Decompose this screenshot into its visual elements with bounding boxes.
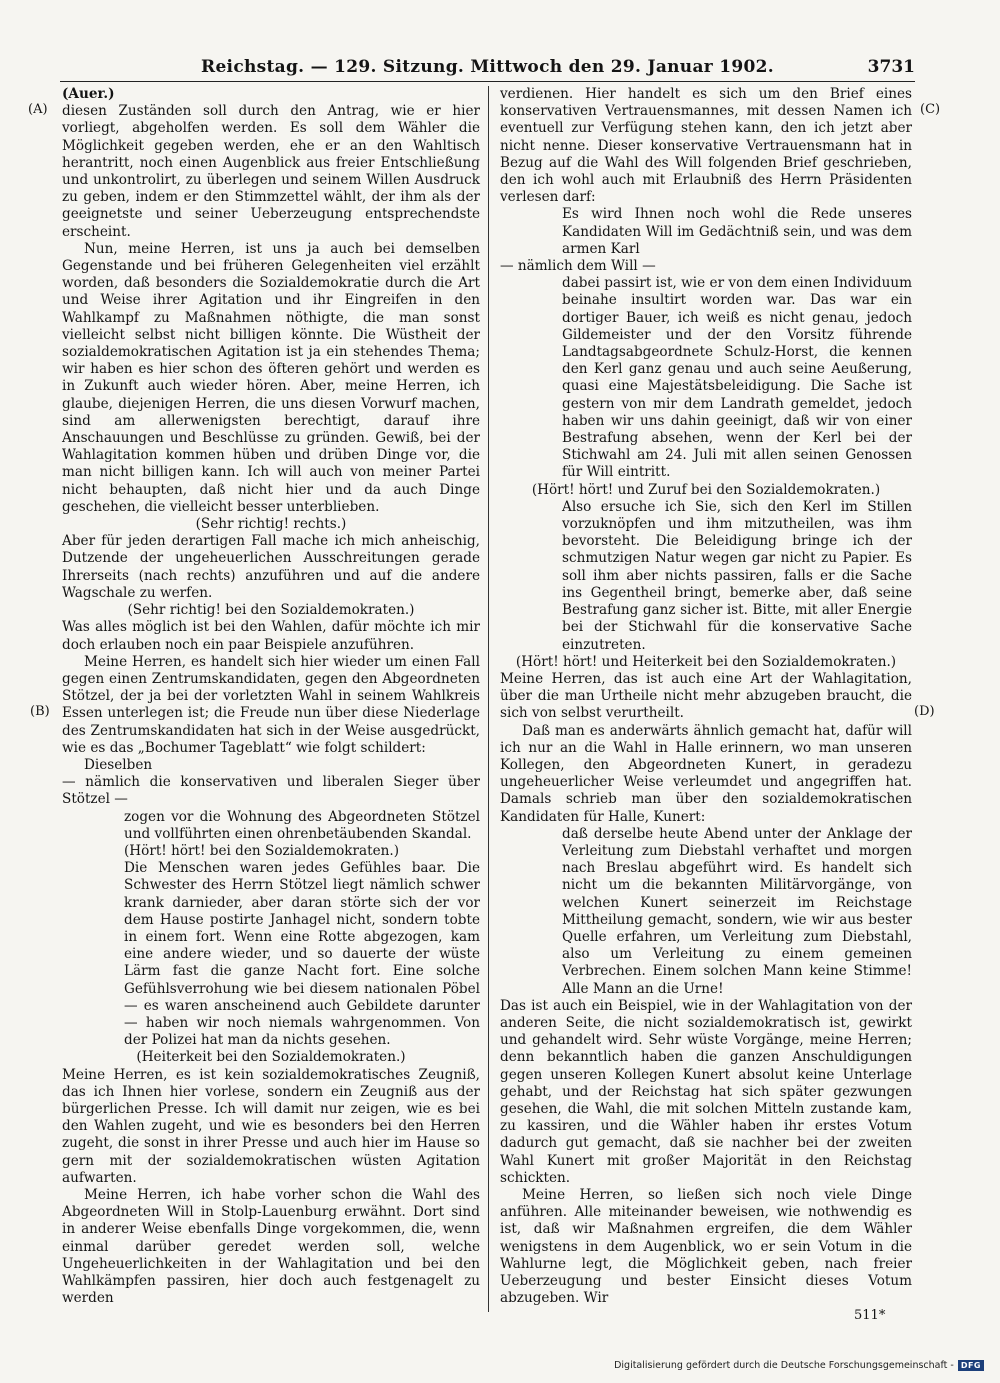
interjection: (Sehr richtig! bei den Sozialdemokraten.) [127,602,415,619]
paragraph: diesen Zuständen soll durch den Antrag, wie er hier vorliegt, abgeholfen werden. Es soll dem Wähler die Möglichkeit gegeben werden, ehe er an den Wahltisch herantritt, noch einen Augenblick aus freier Entschließung und unkontrolirt, zu überlegen und seinem Willen Ausdruck zu geben, indem er den Stimmzettel wählt, der ihm als der geeignetste und seiner Ueberzeugung entsprechendste erscheint. [62,103,480,240]
paragraph: Daß man es anderwärts ähnlich gemacht hat, dafür will ich nur an die Wahl in Halle erinnern, wo man unseren Kollegen, den Abgeordneten Kunert, in geradezu ungeheuerlicher Weise verleumdet und angegriffen hat. Damals schrieb man über den sozialdemokratischen Kandidaten für Halle, Kunert: [500,722,912,825]
quoted-text: (Hört! hört! bei den Sozialdemokraten.) [124,842,400,859]
right-column [500,86,912,1307]
quoted-text: dabei passirt ist, wie er von dem einen Individuum beinahe insultirt worden war. Das war ein dortiger Bauer, ich weiß es nicht genau, jedoch Gildemeister und der den Vorsitz führende Landtagsabgeordnete Schulz-Horst, die kennen den Kerl ganz genau und auch seine Aeußerung, quasi eine Majestätsbeleidigung. Die Sache ist gestern von mir dem Landrath gemeldet, jedoch haben wir uns dahin geeinigt, daß wir von einer Bestrafung absehen, wenn der Kerl bei der Stichwahl am 24. Juli mit allen seinen Genossen für Will eintritt. [562,275,912,481]
paragraph: verdienen. Hier handelt es sich um den Brief eines konservativen Vertrauensmannes, mit dessen Namen ich eventuell zur Verfügung stehen kann, den ich jetzt aber nicht nenne. Dieser konservative Vertrauensmann hat in Bezug auf die Wahl des Will folgenden Brief geschrieben, den ich wohl auch mit Erlaubniß des Herrn Präsidenten verlesen darf: [500,86,912,206]
aside-text: — nämlich dem Will — [500,258,656,275]
column-divider [488,86,489,1312]
paragraph: Meine Herren, es ist kein sozialdemokratisches Zeugniß, das ich Ihnen hier vorlese, sondern ein Zeugniß aus der bürgerlichen Presse. Ich will damit nur zeigen, wie es bei den Wahlen zugeht, und wie es besonders bei den Herren zugeht, die sonst in ihrer Presse und auch hier im Hause so gern mit der sozialdemokratischen wüsten Agitation aufwarten. [62,1066,480,1186]
margin-marker-b: (B) [30,704,50,719]
quoted-text: Es wird Ihnen noch wohl die Rede unseres Kandidaten Will im Gedächtniß sein, und was dem armen Karl [562,206,912,257]
paragraph: Meine Herren, es handelt sich hier wieder um einen Fall gegen einen Zentrumskandidaten, gegen den Abgeordneten Stötzel, der ja bei der vorletzten Wahl in seinem Wahlkreis Essen unterlegen ist; die Freude nun über diese Niederlage des Zentrumskandidaten hat sich in der Weise ausgedrückt, wie es das „Bochumer Tageblatt“ wie folgt schildert: [62,653,480,756]
quoted-text: Also ersuche ich Sie, sich den Kerl im Stillen vorzuknöpfen und ihm mitzutheilen, was ihm bevorsteht. Die Beleidigung bringe ich der schmutzigen Natur wegen gar nicht zu Papier. Es soll ihm aber nichts passiren, falls er die Sache ins Gegentheil bringt, bemerke aber, daß seine Bestrafung ganz sicher ist. Bitte, mit aller Energie bei der Stichwahl für die konservative Sache einzutreten. [562,498,912,653]
speaker-name: (Auer.) [62,86,115,102]
footer [614,1360,984,1371]
page-number: 3731 [867,57,915,77]
paragraph: Nun, meine Herren, ist uns ja auch bei demselben Gegenstande und bei früheren Gelegenheiten viel erzählt worden, daß besonders die Sozialdemokratie durch die Art und Weise ihrer Agitation und ihr Eingreifen in den Wahlkampf zu Maßnahmen nöthigte, die man sonst vielleicht selbst nicht billigen könnte. Die Wüstheit der sozialdemokratischen Agitation ist ja ein stehendes Thema; wir haben es hier schon des öfteren gehört und werden es in Zukunft auch wieder hören. Aber, meine Herren, ich glaube, diejenigen Herren, die uns diesen Vorwurf machen, sind am allerwenigsten berechtigt, darauf ihre Anschauungen und Beschlüsse zu gründen. Gewiß, bei der Wahlagitation kommen hüben und drüben Dinge vor, die man nicht billigen kann. Ich will auch von meiner Partei nicht behaupten, daß nicht hier und da auch Dinge geschehen, die vielleicht besser unterblieben. [62,240,480,515]
paragraph: Was alles möglich ist bei den Wahlen, dafür möchte ich mir doch erlauben noch ein paar Beispiele anzuführen. [62,619,480,653]
interjection: (Heiterkeit bei den Sozialdemokraten.) [136,1049,406,1066]
paragraph: Aber für jeden derartigen Fall mache ich mich anheischig, Dutzende der ungeheuerlichen Ausschreitungen gerade Ihrerseits (nach rechts) anzuführen und auf die andere Wagschale zu werfen. [62,533,480,601]
paragraph: Meine Herren, so ließen sich noch viele Dinge anführen. Alle miteinander beweisen, wie nothwendig es ist, daß wir Maßnahmen ergreifen, die dem Wähler wenigstens in dem Augenblick, wo er sein Votum in die Wahlurne legt, die Möglichkeit geben, nach freier Ueberzeugung und bester Einsicht dieses Votum abzugeben. Wir [500,1187,912,1307]
margin-marker-d: (D) [914,704,935,719]
signature-mark: 511* [854,1308,886,1323]
running-title: Reichstag. — 129. Sitzung. Mittwoch den 29. Januar 1902. [201,57,774,77]
quoted-text: daß derselbe heute Abend unter der Anklage der Verleitung zum Diebstahl verhaftet und morgen nach Breslau abgeführt wird. Es handelt sich nicht um die bekannten Militärvorgänge, von welchen Kunert seinerzeit im Reichstage Mittheilung gemacht, sondern, wie wir aus bester Quelle erfahren, um Verleitung zum Diebstahl, also um Verleitung zu einem gemeinen Verbrechen. Einem solchen Mann keine Stimme! Alle Mann an die Urne! [562,825,912,997]
interjection: (Sehr richtig! rechts.) [195,516,347,533]
paragraph: Dieselben [84,756,153,773]
quoted-text: Die Menschen waren jedes Gefühles baar. Die Schwester des Herrn Stötzel liegt nämlich schwer krank darnieder, aber daran störte sich der vor dem Hause postirte Janhagel nicht, sondern tobte in einem fort. Wenn eine Rotte abgezogen, kam eine andere wieder, und so dauerte der wüste Lärm fast die ganze Nacht fort. Eine solche Gefühlsverrohung wie bei diesem nationalen Pöbel — es waren anscheinend auch Gebildete darunter — haben wir noch niemals wahrgenommen. Von der Polizei hat man da nichts gesehen. [124,860,480,1049]
dfg-logo: DFG [958,1360,984,1371]
aside-text: — nämlich die konservativen und liberalen Sieger über Stötzel — [62,774,480,808]
interjection: (Hört! hört! und Heiterkeit bei den Sozialdemokraten.) [515,653,897,670]
interjection: (Hört! hört! und Zuruf bei den Sozialdemokraten.) [531,481,881,498]
paragraph: Das ist auch ein Beispiel, wie in der Wahlagitation von der anderen Seite, die nicht sozialdemokratisch ist, gewirkt und gehandelt wird. Sehr wüste Vorgänge, meine Herren; denn bekanntlich haben die ganzen Anschuldigungen gegen unseren Kollegen Kunert absolut keine Unterlage gehabt, und der Reichstag hat sich später gezwungen gesehen, die Wahl, die mit solchen Mitteln zustande kam, zu kassiren, und die Wähler haben ihr erstes Votum dadurch gut gemacht, daß sie nachher bei der zweiten Wahl Kunert mit großer Majorität in den Reichstag schickten. [500,997,912,1186]
margin-marker-c: (C) [920,102,941,117]
quoted-text: zogen vor die Wohnung des Abgeordneten Stötzel und vollführten einen ohrenbetäubenden Skandal. [124,808,480,842]
paragraph: Meine Herren, das ist auch eine Art der Wahlagitation, über die man Urtheile nicht mehr abzugeben braucht, die sich von selbst verurtheilt. [500,670,912,722]
footer-text: Digitalisierung gefördert durch die Deutsche Forschungsgemeinschaft - [614,1360,954,1371]
left-column [62,86,480,1307]
paragraph: Meine Herren, ich habe vorher schon die Wahl des Abgeordneten Will in Stolp-Lauenburg erwähnt. Dort sind in anderer Weise ebenfalls Dinge vorgekommen, die, wenn einmal darüber geredet werden soll, welche Ungeheuerlichkeiten in der Wahlagitation und bei den Wahlkämpfen passiren, hier doch auch festgenagelt zu werden [62,1187,480,1307]
page-header [60,55,915,82]
margin-marker-a: (A) [28,102,48,117]
